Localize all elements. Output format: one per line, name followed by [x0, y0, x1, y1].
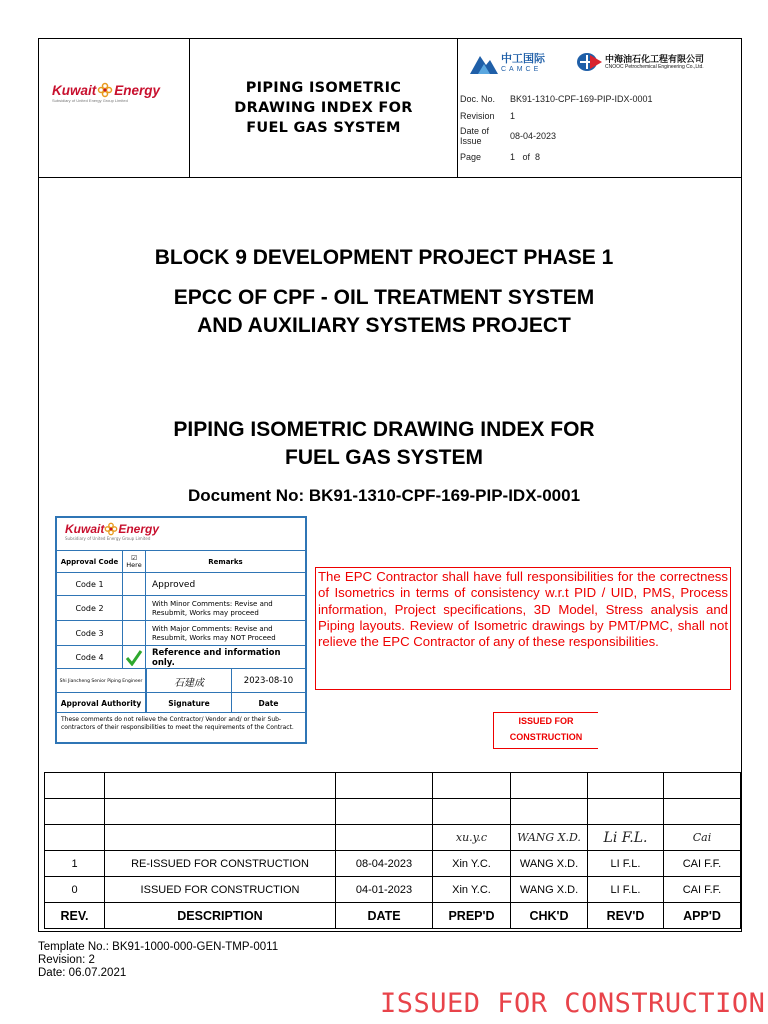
camce-logo [470, 52, 545, 74]
meta-row [460, 124, 742, 148]
stamp-check-cell [123, 646, 146, 669]
stamp-logo-left: Kuwait [65, 522, 105, 536]
header-description: DESCRIPTION [105, 903, 336, 929]
issued-stamp-line-2: CONSTRUCTION [509, 732, 583, 742]
revision-table [44, 772, 741, 929]
header-rev: REV. [45, 903, 105, 929]
stamp-signature: 石建成 [146, 669, 232, 693]
checkbox-icon: ☑ [131, 554, 137, 562]
table-header-row [45, 903, 741, 929]
stamp-code: Code 3 [57, 621, 123, 646]
cnooc-logo [576, 52, 704, 72]
checkmark-icon [125, 650, 143, 666]
cnooc-cn: 中海油石化工程有限公司 [605, 53, 705, 64]
table-row [45, 799, 741, 825]
header-title-cell [190, 38, 458, 178]
chk-signature: WANG X.D. [511, 825, 588, 851]
meta-row [460, 90, 742, 107]
stamp-hdr-here-label: Here [126, 561, 142, 569]
stamp-code-row [57, 595, 305, 621]
stamp-code: Code 2 [57, 596, 123, 621]
header-title-line-1: PIPING ISOMETRIC [245, 80, 402, 96]
header-title-line-2: DRAWING INDEX FOR [234, 100, 413, 116]
stamp-check-cell [123, 573, 146, 596]
stamp-code-row [57, 645, 305, 669]
issued-watermark: ISSUED FOR CONSTRUCTION [380, 988, 766, 1019]
table-row [45, 851, 741, 877]
app-signature: Cai [664, 825, 741, 851]
date-cell: 08-04-2023 [336, 851, 433, 877]
meta-row [460, 148, 742, 165]
camce-cn: 中工国际 [501, 52, 545, 65]
stamp-logo-tagline: Subsidiary of United Energy Group Limited [65, 536, 151, 541]
appd-cell: CAI F.F. [664, 877, 741, 903]
stamp-remark: With Major Comments: Revise and Resubmit, Works may NOT Proceed [152, 624, 276, 642]
revd-cell: LI F.L. [588, 877, 664, 903]
rev-signature: Li F.L. [588, 825, 664, 851]
stamp-check-cell [123, 596, 146, 621]
stamp-code-row [57, 620, 305, 646]
description-cell: RE-ISSUED FOR CONSTRUCTION [105, 851, 336, 877]
stamp-remark: With Minor Comments: Revise and Resubmit, Works may proceed [152, 599, 273, 617]
meta-value: 1 of 8 [510, 151, 541, 162]
meta-key: Page [460, 151, 482, 162]
meta-key: Revision [460, 110, 495, 121]
stamp-check-cell [123, 621, 146, 646]
stamp-sign-date: 2023-08-10 [243, 676, 294, 686]
stamp-code: Code 4 [57, 646, 123, 669]
stamp-remark: Reference and information only. [152, 647, 281, 668]
meta-value: 08-04-2023 [510, 131, 557, 141]
chkd-cell: WANG X.D. [511, 877, 588, 903]
stamp-signer: Shi Jiancheng Senior Piping Engineer [57, 669, 146, 693]
header-title-line-3: FUEL GAS SYSTEM [246, 120, 401, 136]
approval-stamp [55, 516, 307, 744]
header-date: DATE [336, 903, 433, 929]
client-logo-cell [38, 38, 190, 178]
description-cell: ISSUED FOR CONSTRUCTION [105, 877, 336, 903]
meta-key: Date of Issue [460, 126, 490, 146]
kuwait-energy-logo [52, 82, 160, 103]
logo-text-left: Kuwait [52, 82, 97, 98]
table-row [45, 773, 741, 799]
signature-row [45, 825, 741, 851]
chkd-cell: WANG X.D. [511, 851, 588, 877]
doc-title-line-2: FUEL GAS SYSTEM [285, 446, 483, 469]
table-row [45, 877, 741, 903]
prepd-cell: Xin Y.C. [433, 851, 511, 877]
contractor-responsibility-note: The EPC Contractor shall have full responsibilities for the correctness of Isometrics in terms of consistency w.r.t PID / UID, PMS, Process information, Project specifications, 3D Model, Stress analysis and Piping layouts. Review of Isometric drawings by PMT/PMC, shall not relieve the EPC Contractor of any of these responsibilities. [315, 567, 731, 690]
header-prepd: PREP'D [433, 903, 511, 929]
stamp-remark: Approved [152, 579, 196, 590]
appd-cell: CAI F.F. [664, 851, 741, 877]
header-chkd: CHK'D [511, 903, 588, 929]
flower-icon [97, 82, 113, 98]
document-number: Document No: BK91-1310-CPF-169-PIP-IDX-0001 [187, 486, 581, 505]
issued-stamp-line-1: ISSUED FOR [518, 716, 574, 726]
stamp-sign-row [57, 668, 305, 693]
header-appd: APP'D [664, 903, 741, 929]
meta-row [460, 107, 742, 124]
stamp-logo [65, 522, 159, 541]
cnooc-icon [576, 52, 602, 72]
template-number: Template No.: BK91-1000-000-GEN-TMP-0011 [38, 941, 279, 953]
meta-value: 1 [510, 110, 516, 121]
meta-value: BK91-1310-CPF-169-PIP-IDX-0001 [510, 93, 653, 104]
rev-cell: 0 [45, 877, 105, 903]
stamp-date-label: Date [258, 698, 279, 708]
template-info [38, 941, 278, 980]
stamp-logo-right: Energy [118, 522, 160, 536]
stamp-hdr-code: Approval Code [57, 551, 123, 573]
prepd-cell: Xin Y.C. [433, 877, 511, 903]
date-cell: 04-01-2023 [336, 877, 433, 903]
project-title: BLOCK 9 DEVELOPMENT PROJECT PHASE 1 [154, 246, 614, 269]
template-date: Date: 06.07.2021 [38, 967, 127, 979]
stamp-label-row [57, 692, 305, 713]
prep-signature: xu.y.c [433, 825, 511, 851]
doc-title-line-1: PIPING ISOMETRIC DRAWING INDEX FOR [173, 418, 595, 441]
stamp-hdr-here [123, 551, 146, 573]
rev-cell: 1 [45, 851, 105, 877]
stamp-footer: These comments do not relieve the Contractor/ Vendor and/ or their Sub-contractors of their responsibilities to meet the requirements of the Contract. [57, 712, 305, 742]
template-revision: Revision: 2 [38, 954, 95, 966]
stamp-signature-label: Signature [146, 693, 232, 713]
meta-key: Doc. No. [460, 93, 496, 104]
logo-tagline: Subsidiary of United Energy Group Limited [52, 98, 128, 103]
issued-for-construction-stamp [493, 712, 598, 749]
camce-en: CAMCE [501, 65, 542, 73]
document-meta [460, 90, 742, 165]
revd-cell: LI F.L. [588, 851, 664, 877]
camce-mountain-icon [470, 52, 498, 74]
flower-icon [104, 522, 118, 536]
epcc-title-line-1: EPCC OF CPF - OIL TREATMENT SYSTEM [173, 286, 595, 309]
logo-text-right: Energy [114, 82, 161, 98]
header-revd: REV'D [588, 903, 664, 929]
stamp-code-row [57, 572, 305, 596]
epcc-title-line-2: AND AUXILIARY SYSTEMS PROJECT [197, 314, 571, 337]
stamp-code: Code 1 [57, 573, 123, 596]
stamp-header-row [57, 550, 305, 573]
cnooc-en: CNOOC Petrochemical Engineering Co.,Ltd. [605, 63, 704, 70]
stamp-hdr-remarks: Remarks [208, 558, 243, 566]
stamp-authority-label: Approval Authority [57, 693, 146, 713]
